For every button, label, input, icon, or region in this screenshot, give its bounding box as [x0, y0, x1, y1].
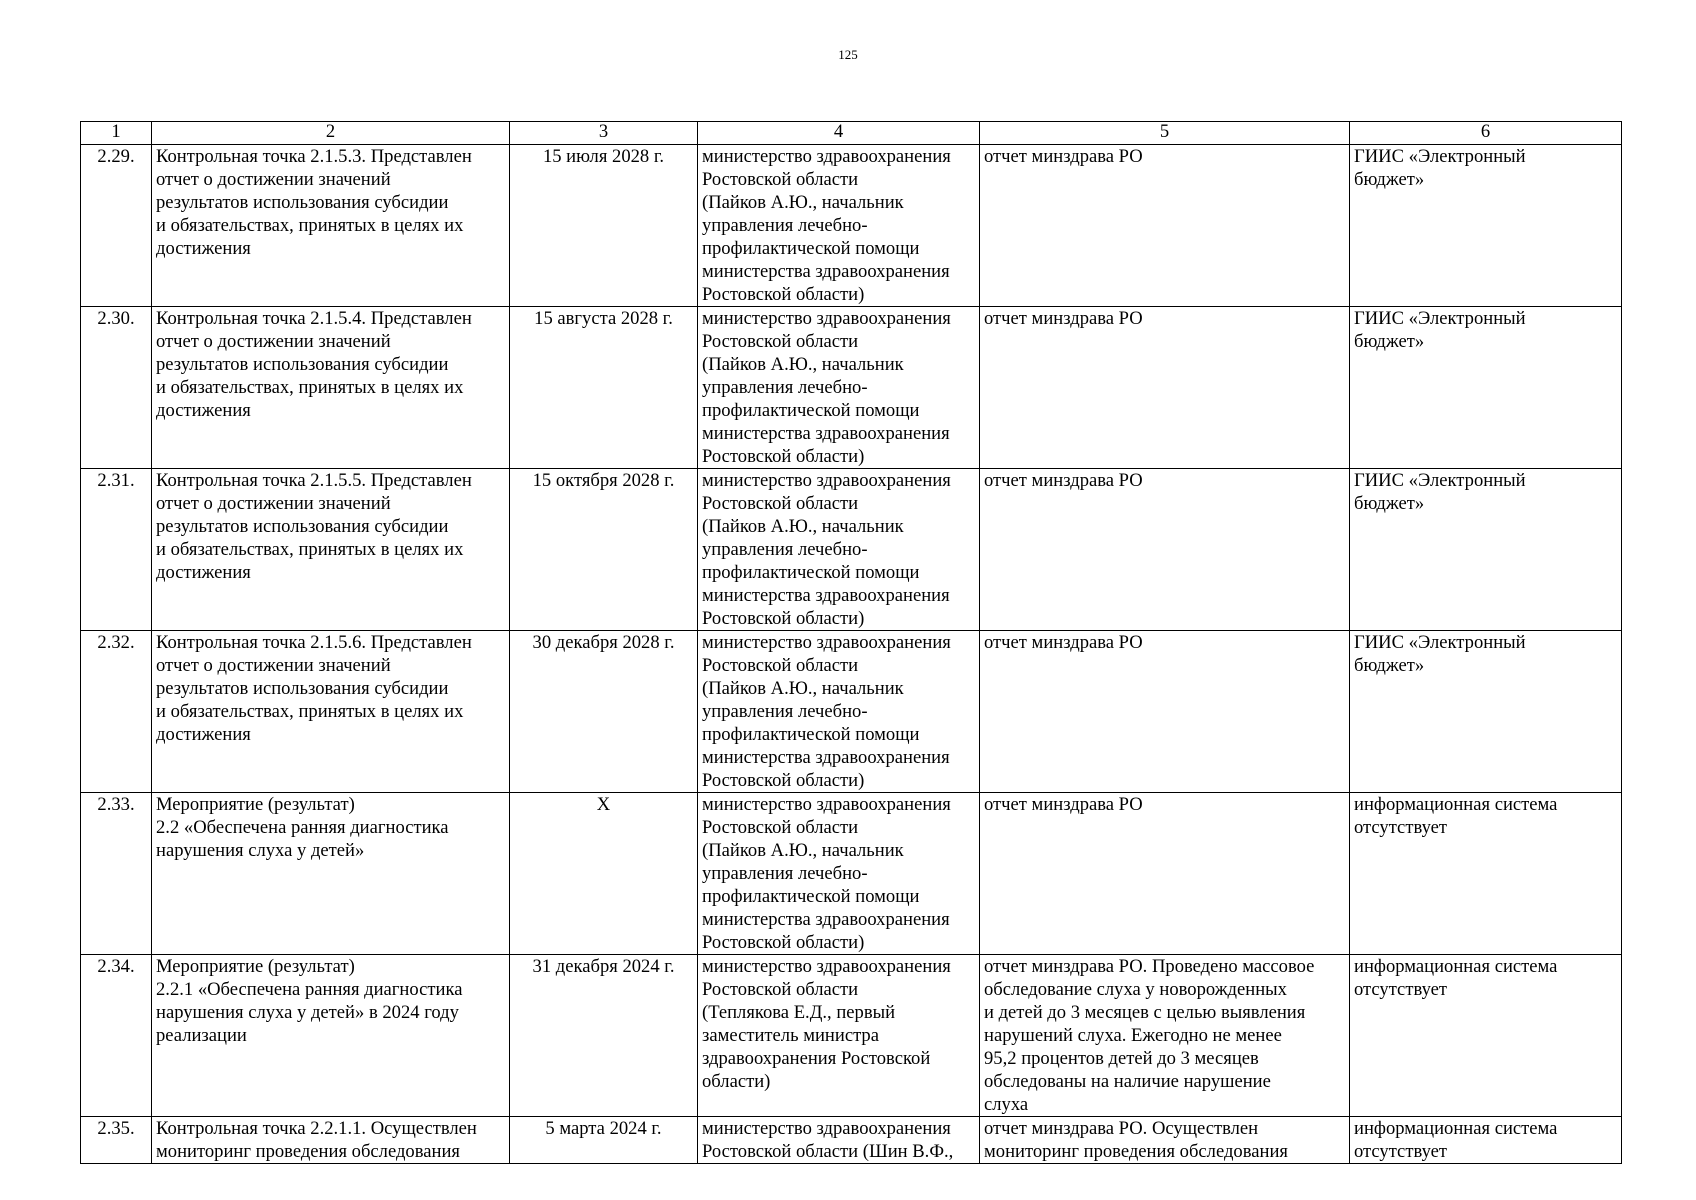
row-responsible: министерство здравоохранения Ростовской области (Пайков А.Ю., начальник управления лечебно- профилактической помощи министерства здравоохранения Ростовской области) [698, 145, 980, 307]
row-system: ГИИС «Электронный бюджет» [1350, 307, 1622, 469]
row-name: Контрольная точка 2.1.5.3. Представлен отчет о достижении значений результатов использования субсидии и обязательствах, принятых в целях их достижения [152, 145, 510, 307]
row-system: информационная система отсутствует [1350, 955, 1622, 1117]
row-name: Контрольная точка 2.1.5.6. Представлен отчет о достижении значений результатов использования субсидии и обязательствах, принятых в целях их достижения [152, 631, 510, 793]
row-result: отчет минздрава РО. Осуществлен мониторинг проведения обследования [980, 1117, 1350, 1164]
row-number: 2.31. [81, 469, 152, 631]
plan-table [80, 121, 1622, 1164]
row-date: 15 октября 2028 г. [510, 469, 698, 631]
table-row [81, 793, 1622, 955]
row-number: 2.34. [81, 955, 152, 1117]
row-result: отчет минздрава РО [980, 307, 1350, 469]
header-cell: 1 [81, 122, 152, 145]
row-date: 15 августа 2028 г. [510, 307, 698, 469]
table-row [81, 1117, 1622, 1164]
row-result: отчет минздрава РО [980, 145, 1350, 307]
row-date: 15 июля 2028 г. [510, 145, 698, 307]
row-responsible: министерство здравоохранения Ростовской области (Шин В.Ф., [698, 1117, 980, 1164]
row-responsible: министерство здравоохранения Ростовской области (Пайков А.Ю., начальник управления лечебно- профилактической помощи министерства здравоохранения Ростовской области) [698, 631, 980, 793]
row-name: Контрольная точка 2.2.1.1. Осуществлен мониторинг проведения обследования [152, 1117, 510, 1164]
row-number: 2.32. [81, 631, 152, 793]
row-result: отчет минздрава РО [980, 793, 1350, 955]
row-result: отчет минздрава РО [980, 631, 1350, 793]
row-number: 2.33. [81, 793, 152, 955]
row-name: Контрольная точка 2.1.5.5. Представлен отчет о достижении значений результатов использования субсидии и обязательствах, принятых в целях их достижения [152, 469, 510, 631]
row-system: ГИИС «Электронный бюджет» [1350, 631, 1622, 793]
header-row [81, 122, 1622, 145]
header-cell: 5 [980, 122, 1350, 145]
row-name: Контрольная точка 2.1.5.4. Представлен отчет о достижении значений результатов использования субсидии и обязательствах, принятых в целях их достижения [152, 307, 510, 469]
page-number: 125 [838, 47, 858, 62]
row-date: 31 декабря 2024 г. [510, 955, 698, 1117]
header-cell: 2 [152, 122, 510, 145]
row-name: Мероприятие (результат) 2.2.1 «Обеспечена ранняя диагностика нарушения слуха у детей» в 2024 году реализации [152, 955, 510, 1117]
row-system: ГИИС «Электронный бюджет» [1350, 469, 1622, 631]
header-cell: 6 [1350, 122, 1622, 145]
row-system: информационная система отсутствует [1350, 793, 1622, 955]
row-number: 2.35. [81, 1117, 152, 1164]
row-responsible: министерство здравоохранения Ростовской области (Пайков А.Ю., начальник управления лечебно- профилактической помощи министерства здравоохранения Ростовской области) [698, 793, 980, 955]
table-row [81, 145, 1622, 307]
row-responsible: министерство здравоохранения Ростовской области (Теплякова Е.Д., первый заместитель министра здравоохранения Ростовской области) [698, 955, 980, 1117]
header-cell: 4 [698, 122, 980, 145]
row-number: 2.29. [81, 145, 152, 307]
table-row [81, 469, 1622, 631]
header-cell: 3 [510, 122, 698, 145]
row-result: отчет минздрава РО. Проведено массовое обследование слуха у новорожденных и детей до 3 месяцев с целью выявления нарушений слуха. Ежегодно не менее 95,2 процентов детей до 3 месяцев обследованы на наличие нарушение слуха [980, 955, 1350, 1117]
row-date: Х [510, 793, 698, 955]
row-responsible: министерство здравоохранения Ростовской области (Пайков А.Ю., начальник управления лечебно- профилактической помощи министерства здравоохранения Ростовской области) [698, 307, 980, 469]
row-system: ГИИС «Электронный бюджет» [1350, 145, 1622, 307]
row-date: 5 марта 2024 г. [510, 1117, 698, 1164]
row-result: отчет минздрава РО [980, 469, 1350, 631]
row-number: 2.30. [81, 307, 152, 469]
row-system: информационная система отсутствует [1350, 1117, 1622, 1164]
table-row [81, 631, 1622, 793]
row-date: 30 декабря 2028 г. [510, 631, 698, 793]
row-responsible: министерство здравоохранения Ростовской области (Пайков А.Ю., начальник управления лечебно- профилактической помощи министерства здравоохранения Ростовской области) [698, 469, 980, 631]
table-row [81, 307, 1622, 469]
table-row [81, 955, 1622, 1117]
row-name: Мероприятие (результат) 2.2 «Обеспечена ранняя диагностика нарушения слуха у детей» [152, 793, 510, 955]
